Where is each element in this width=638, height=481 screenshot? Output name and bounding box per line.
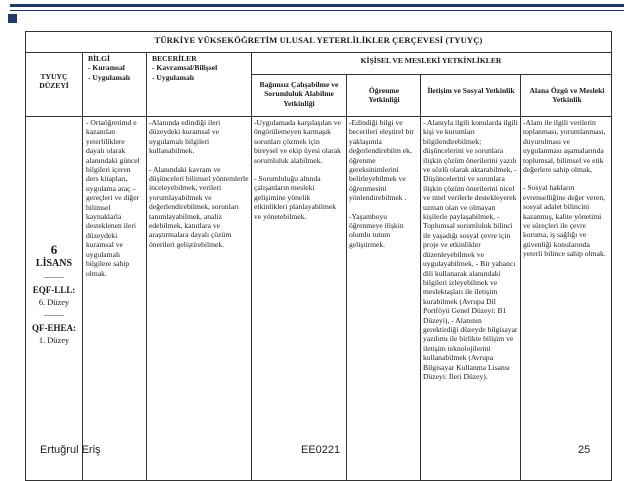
header-alana: Alana Özgü ve Mesleki Yetkinlik xyxy=(529,86,605,105)
header-bilgi-item: - Uygulamalı xyxy=(88,72,130,82)
header-bagimsiz: Bağımsız Çalışabilme ve Sorumluluk Alabilme Yetkinliği xyxy=(259,80,339,108)
level-eqf-value: 6. Düzey xyxy=(38,298,70,307)
content-alana-item: - Sosyal hakların evrenselliğine değer veren, sosyal adalet bilincini kazanmış, kalite yönetimi ve süreçleri ile çevre koruma, iş sağlığı ve güvenliği konularında yeterli bilince sahip olmak. xyxy=(523,183,606,259)
header-tyuyc-label: TYUYÇ xyxy=(40,72,68,81)
qualifications-table xyxy=(25,31,612,481)
footer-page-number: 25 xyxy=(578,444,591,456)
col-divider-4 xyxy=(346,74,347,480)
header-iletisim: İletişim ve Sosyal Yetkinlik xyxy=(427,86,515,95)
footer-author: Ertuğrul Eriş xyxy=(40,444,101,456)
content-bagimsiz xyxy=(254,118,345,478)
header-bilgi xyxy=(88,54,146,82)
content-bagimsiz-item: - Sorumluluğu altında çalışanların mesleki gelişimine yönelik etkinlikleri planlayabilmek ve yönetebilmek. xyxy=(254,174,337,221)
content-ogrenme xyxy=(349,118,419,478)
col-divider-3 xyxy=(251,52,252,480)
footer-course: EE0221 xyxy=(301,444,341,456)
header-kisisel: KİŞİSEL VE MESLEKİ YETKİNLİKLER xyxy=(360,56,502,65)
header-bilgi-item: - Kuramsal xyxy=(88,63,125,73)
col-divider-2 xyxy=(146,52,147,480)
content-alana xyxy=(523,118,610,478)
row-divider-subheader xyxy=(251,74,611,75)
content-beceriler xyxy=(149,118,249,478)
level-eqf-label: EQF-LLL: xyxy=(32,285,76,295)
col-divider-6 xyxy=(520,74,521,480)
slide-bullet-square xyxy=(8,14,17,23)
top-accent-line xyxy=(10,10,624,11)
header-bilgi-label: BİLGİ xyxy=(88,54,110,63)
row-divider-header xyxy=(26,116,611,117)
col-divider-5 xyxy=(420,74,421,480)
content-ogrenme-item: -Yaşamboyu öğrenmeye ilişkin olumlu tutum geliştirmek. xyxy=(349,211,404,249)
header-duzeyi-label: DÜZEYİ xyxy=(39,81,69,91)
level-separator: _____ xyxy=(44,308,64,317)
header-beceriler xyxy=(152,54,250,82)
level-qf-label: QF-EHEA: xyxy=(32,323,76,333)
table-title: TÜRKİYE YÜKSEKÖĞRETİM ULUSAL YETERLİLİKLER ÇERÇEVESİ (TYUYÇ) xyxy=(154,36,483,45)
content-alana-item: -Alanı ile ilgili verilerin toplanması, yorumlanması, duyurulması ve uygulanması aşamalarında toplumsal, bilimsel ve etik değerlere sahip olmak, xyxy=(523,118,606,175)
content-iletisim: - Alanıyla ilgili konularda ilgili kişi ve kurumları bilgilendirebilmek; düşüncelerini ve sorunlara ilişkin çözüm önerilerini yazılı ve sözlü olarak aktarabilmek, - Düşüncelerini ve sorunlara ilişkin çözüm önerilerini nicel ve nitel verilerle destekleyerek uzman olan ve olmayan kişilerle paylaşabilmek, -Toplumsal sorumluluk bilinci ile yaşadığı sosyal çevre için proje ve etkinlikler düzenleyebilmek ve uygulayabilmek, - Bir yabancı dili kullanarak alanındaki bilgileri izleyebilmek ve meslektaşları ile iletişim kurabilmek (Avrupa Dil Portföyü Genel Düzeyi: B1 Düzeyi), - Alanının gerektirdiği düzeyde bilgisayar yazılımı ile birlikte bilişim ve iletişim teknolojilerini kullanabilmek (Avrupa Bilgisayar Kullanma Lisansı Düzeyi: İleri Düzey). xyxy=(423,118,518,381)
header-beceriler-label: BECERİLER xyxy=(152,54,197,63)
header-tyuyc xyxy=(26,72,82,91)
content-ogrenme-item: -Edindiği bilgi ve becerileri eleştirel bir yaklaşımla değerlendirebilm ek, öğrenme gereksinimlerini belirleyebilmek ve öğrenmesini yönlendirebilmek . xyxy=(349,118,414,203)
level-name: LİSANS xyxy=(35,258,73,269)
level-cell xyxy=(26,242,82,346)
level-number: 6 xyxy=(50,242,58,257)
level-separator: _____ xyxy=(44,270,64,279)
header-beceriler-item: - Kavramsal/Bilişsel xyxy=(152,63,218,73)
col-divider-1 xyxy=(82,52,83,480)
top-accent-bar xyxy=(10,4,624,7)
header-beceriler-item: - Uygulamalı xyxy=(152,72,194,82)
content-beceriler-item: - Alanındaki kavram ve düşünceleri bilimsel yöntemlerle inceleyebilmek, verileri yorumlayabilmek ve değerlendirebilmek, sorunları tanımlayabilmek, analiz edebilmek, kanıtlara ve araştırmalara dayalı çözüm önerileri geliştirebilmek. xyxy=(149,164,249,249)
content-beceriler-item: -Alanında edindiği ileri düzeydeki kuramsal ve uygulamalı bilgileri kullanabilmek. xyxy=(149,118,221,156)
content-bilgi: - Ortaöğretimd e kazanılan yeterliliklere dayalı olarak alanındaki güncel bilgileri içeren ders kitapları, uygulama araç – gereçleri ve diğer bilimsel kaynaklarla desteklenen ileri düzeydeki kuramsal ve uygulamalı bilgilere sahip olmak. xyxy=(86,118,140,278)
header-ogrenme: Öğrenme Yetkinliği xyxy=(368,86,400,105)
row-divider-title xyxy=(26,52,611,53)
content-bagimsiz-item: -Uygulamada karşılaşılan ve öngörülemeyen karmaşık sorunları çözmek için bireysel ve ekip üyesi olarak sorumluluk alabilmek. xyxy=(254,118,341,165)
level-qf-value: 1. Düzey xyxy=(38,336,70,345)
